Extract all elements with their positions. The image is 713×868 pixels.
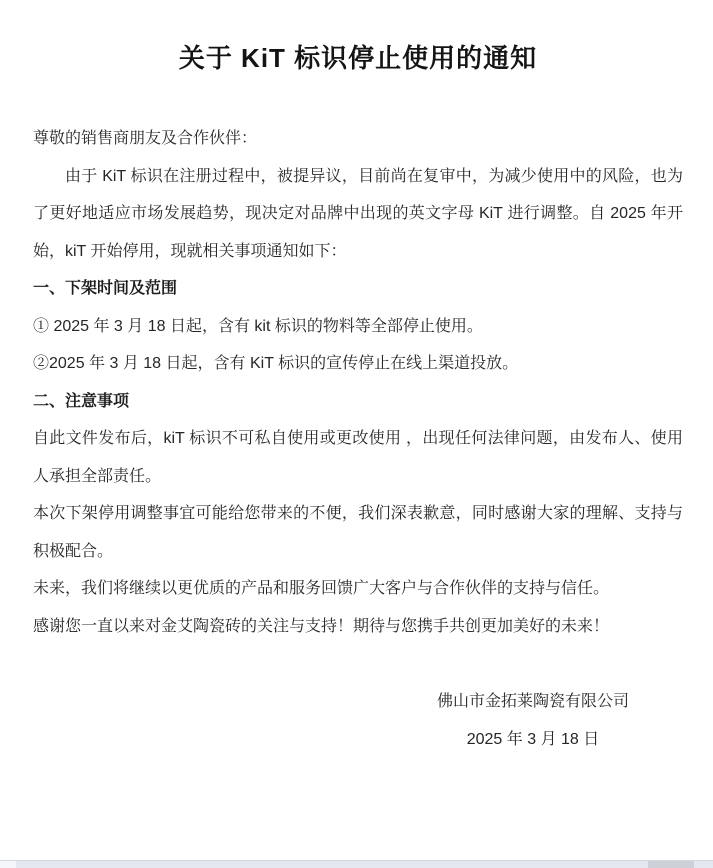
horizontal-scrollbar[interactable] — [0, 860, 713, 868]
section-2-heading: 二、注意事项 — [33, 392, 130, 410]
company-name: 佛山市金拓莱陶瓷有限公司 — [436, 693, 629, 710]
scrollbar-left-cap — [0, 861, 16, 868]
signature-block — [383, 683, 683, 758]
signature-date: 2025 年 3 月 18 日 — [466, 730, 600, 748]
section-1-item-2: ②2025 年 3 月 18 日起，含有 KiT 标识的宣传停止在线上渠道投放。 — [33, 355, 519, 372]
intro-paragraph: 由于 KiT 标识在注册过程中，被提异议，目前尚在复审中，为减少使用中的风险，也为了更好地适应市场发展趋势，现决定对品牌中出现的英文字母 KiT 进行调整。自 2025 年开始，kiT 开始停用，现就相关事项通知如下： — [33, 167, 683, 260]
document-body — [33, 120, 683, 758]
section-2-paragraph-apology: 本次下架停用调整事宜可能给您带来的不便，我们深表歉意，同时感谢大家的理解、支持与积极配合。 — [33, 505, 683, 560]
section-2-paragraph-thanks: 感谢您一直以来对金艾陶瓷砖的关注与支持！期待与您携手共创更加美好的未来！ — [33, 617, 610, 635]
scrollbar-thumb[interactable] — [648, 861, 694, 868]
greeting-line: 尊敬的销售商朋友及合作伙伴： — [33, 130, 258, 147]
section-2-paragraph-future: 未来，我们将继续以更优质的产品和服务回馈广大客户与合作伙伴的支持与信任。 — [33, 580, 610, 597]
section-1-item-1: ① 2025 年 3 月 18 日起，含有 kit 标识的物料等全部停止使用。 — [33, 317, 483, 335]
section-2-paragraph-legal: 自此文件发布后，kiT 标识不可私自使用或更改使用 ，出现任何法律问题，由发布人、使用人承担全部责任。 — [33, 430, 683, 485]
section-1-heading: 一、下架时间及范围 — [33, 280, 178, 297]
document-title: 关于 KiT 标识停止使用的通知 — [178, 43, 538, 73]
